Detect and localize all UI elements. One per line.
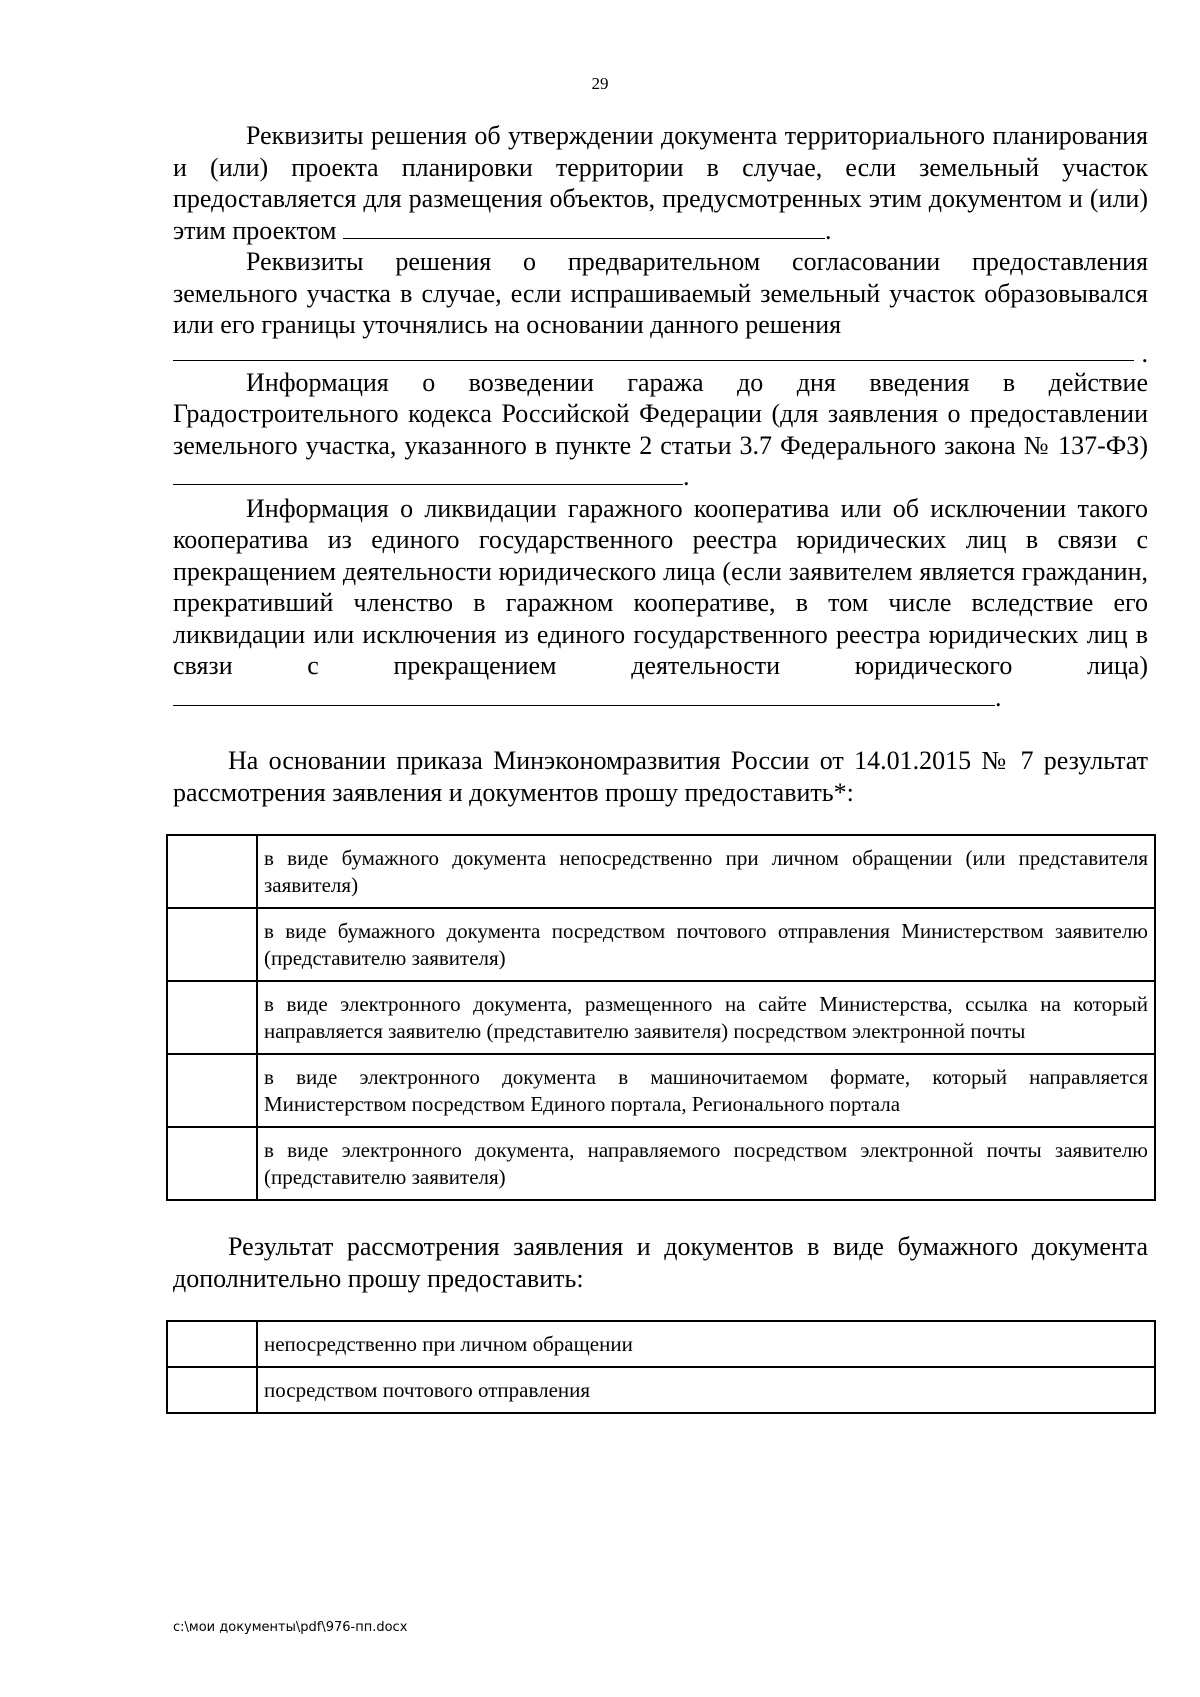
option-checkbox-cell[interactable] — [167, 835, 257, 908]
table-row — [167, 1367, 1155, 1413]
paragraph-planning-decision — [173, 120, 1148, 246]
option-text: в виде бумажного документа непосредственно при личном обращении (или представителя заявителя) — [257, 835, 1155, 908]
paragraph-text: Результат рассмотрения заявления и документов в виде бумажного документа дополнительно прошу предоставить: — [173, 1232, 1148, 1293]
table-row — [167, 981, 1155, 1054]
fill-line[interactable] — [173, 683, 995, 706]
option-text: в виде электронного документа, размещенного на сайте Министерства, ссылка на который направляется заявителю (представителю заявителя) посредством электронной почты — [257, 981, 1155, 1054]
fill-line-full[interactable]: . — [173, 341, 1148, 367]
option-checkbox-cell[interactable] — [167, 1321, 257, 1367]
table-row — [167, 1054, 1155, 1127]
period: . — [995, 682, 1002, 712]
paragraph-text: Информация о возведении гаража до дня введения в действие Градостроительного кодекса Российской Федерации (для заявления о предоставлении земельного участка, указанного в пункте 2 статьи 3.7 Федерального закона № 137-ФЗ) — [173, 367, 1148, 460]
paper-delivery-options-table — [166, 1320, 1156, 1414]
paragraph-result-delivery — [173, 745, 1148, 808]
option-checkbox-cell[interactable] — [167, 1367, 257, 1413]
option-checkbox-cell[interactable] — [167, 1127, 257, 1200]
option-text: посредством почтового отправления — [257, 1367, 1155, 1413]
period: . — [683, 462, 690, 491]
paragraph-text: Информация о ликвидации гаражного кооператива или об исключении такого кооператива из единого государственного реестра юридических лиц в связи с прекращением деятельности юридического лица (если заявителем является гражданин, прекративший членство в гаражном кооперативе, в том числе вследствие его ликвидации или исключения из единого государственного реестра юридических лиц в связи с прекращением деятельности юридического лица) — [173, 493, 1148, 680]
option-checkbox-cell[interactable] — [167, 981, 257, 1054]
paragraph-text: Реквизиты решения об утверждении документа территориального планирования и (или) проекта планировки территории в случае, если земельный участок предоставляется для размещения объектов, предусмотренных этим документом и (или) этим проектом — [173, 121, 1148, 245]
table-row — [167, 1127, 1155, 1200]
paragraph-garage-info — [173, 367, 1148, 493]
paragraph-text: На основании приказа Минэкономразвития России от 14.01.2015 № 7 результат рассмотрения заявления и документов прошу предоставить*: — [173, 746, 1148, 807]
paragraph-text: Реквизиты решения о предварительном согласовании предоставления земельного участка в случае, если испрашиваемый земельный участок образовывался или его границы уточнялись на основании данного решения — [173, 247, 1148, 339]
period: . — [824, 215, 832, 245]
file-path-footer: c:\мои документы\pdf\976-пп.docx — [173, 1620, 408, 1635]
option-text: непосредственно при личном обращении — [257, 1321, 1155, 1367]
table-row — [167, 1321, 1155, 1367]
option-checkbox-cell[interactable] — [167, 1054, 257, 1127]
table-row — [167, 835, 1155, 908]
option-text: в виде электронного документа, направляемого посредством электронной почты заявителю (представителю заявителя) — [257, 1127, 1155, 1200]
delivery-options-table — [166, 834, 1156, 1201]
option-checkbox-cell[interactable] — [167, 908, 257, 981]
page-number: 29 — [591, 74, 609, 93]
paragraph-preliminary-approval — [173, 246, 1148, 341]
table-row — [167, 908, 1155, 981]
option-text: в виде бумажного документа посредством почтового отправления Министерством заявителю (представителю заявителя) — [257, 908, 1155, 981]
option-text: в виде электронного документа в машиночитаемом формате, который направляется Министерством посредством Единого портала, Регионального портала — [257, 1054, 1155, 1127]
paragraph-paper-result — [173, 1231, 1148, 1294]
document-body — [173, 120, 1148, 1414]
fill-line[interactable] — [343, 216, 825, 239]
fill-line[interactable] — [173, 462, 683, 485]
paragraph-cooperative-liquidation — [173, 493, 1148, 714]
